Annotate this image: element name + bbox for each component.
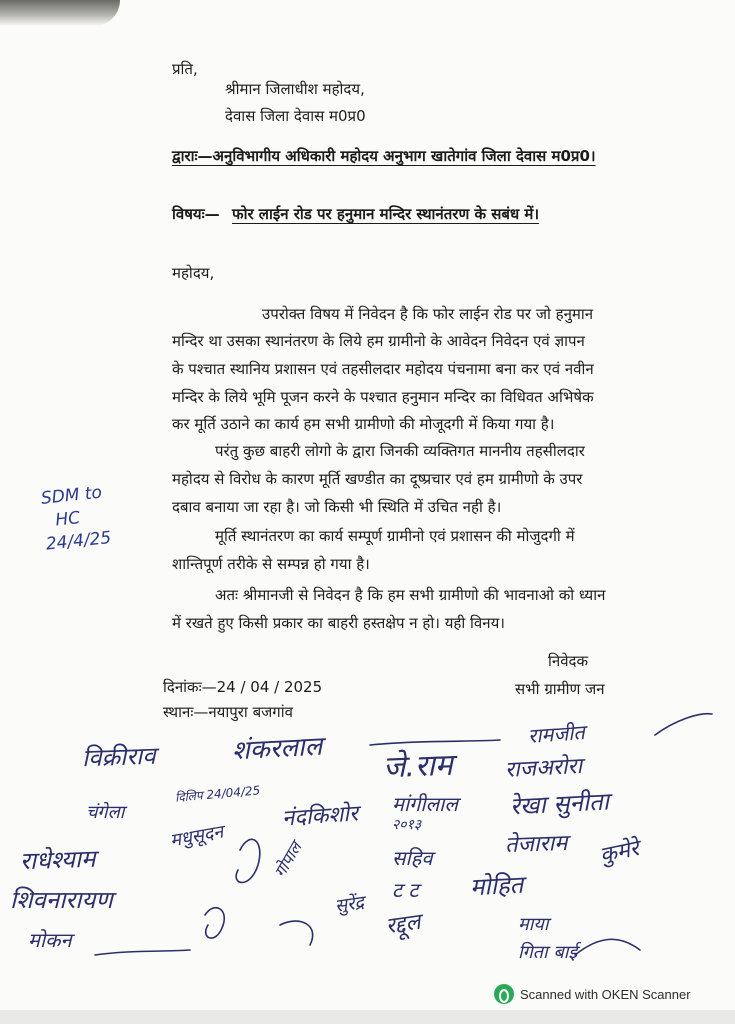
letter-place: स्थानः—नयापुरा बजगांव [163,703,293,721]
signature: रेखा सुनीता [509,787,610,821]
margin-note-line: SDM to [40,482,103,509]
signature: सहिव [392,846,433,870]
scanner-footer-bar [0,1010,735,1024]
para1-line: मन्दिर था उसका स्थानंतरण के लिये हम ग्रामीनो के आवेदन निवेदन एवं ज्ञापन [172,332,585,350]
signature: ट ट [392,878,419,902]
addressee-label: प्रति, [172,60,198,78]
signature: शंकरलाल [231,731,324,767]
para1-line: कर मूर्ति उठाने का कार्य हम सभी ग्रामीणो की मोजूदगी में किया गया है। [172,415,555,433]
signature: दिलिप 24/04/25 [174,783,261,805]
handwritten-margin-note [40,481,112,556]
signature: २०१३ [392,817,422,833]
subject-text: फोर लाईन रोड पर हनुमान मन्दिर स्थानंतरण के सबंध में। [232,205,540,223]
para1-line: के पश्चात स्थानिय प्रशासन एवं तहसीलदार महोदय पंचनामा बना कर एवं नवीन [172,360,594,378]
signature: मोकन [28,928,72,952]
signature: सुरेंद्र [333,892,366,917]
para4-line: अतः श्रीमानजी से निवेदन है कि हम सभी ग्रामीणो की भावनाओ को ध्यान [215,586,606,604]
page-corner-shadow [0,0,120,26]
scanner-watermark [494,984,691,1004]
letter-date: दिनांकः—24 / 04 / 2025 [163,678,323,696]
margin-note-line: 24/4/25 [44,527,113,555]
signature: रामजीत [527,720,586,748]
signature: मोहित [469,870,524,902]
signature: गोपाल [270,838,306,881]
signature: गिता बाई [518,942,578,963]
signature: विक्रीराव [81,741,157,773]
signature: माया [518,914,549,935]
signature: तेजाराम [504,830,568,859]
scanner-watermark-text: Scanned with OKEN Scanner [520,986,691,1002]
margin-note-line: HC [54,507,82,531]
signature: मांगीलाल [392,792,458,816]
signature: चंगेला [86,802,125,823]
scanner-logo-icon [494,984,514,1004]
signature: राजअरोरा [504,753,583,784]
signature: मधुसूदन [168,821,225,852]
signature: जे.राम [382,747,454,786]
signature-scribbles [0,700,735,980]
addressee-line-2: देवास जिला देवास म0प्र0 [225,107,366,125]
para4-line: में रखते हुए किसी प्रकार का बाहरी हस्तक्षेप न हो। यही विनय। [172,614,505,632]
signature: नंदकिशोर [281,801,359,832]
addressee-line-1: श्रीमान जिलाधीश महोदय, [225,80,365,98]
para1-line: मन्दिर के लिये भूमि पूजन करने के पश्चात हनुमान मन्दिर का विधिवत अभिषेक [172,388,594,406]
applicant-name: सभी ग्रामीण जन [515,680,605,698]
signature: रद्दूल [384,909,423,940]
para3-line: शान्तिपूर्ण तरीके से सम्पन्न हो गया है। [172,555,370,573]
via-line: द्वाराः—अनुविभागीय अधिकारी महोदय अनुभाग खातेगांव जिला देवास म0प्र0। [172,147,596,165]
salutation: महोदय, [172,264,215,282]
para2-line: महोदय से विरोध के कारण मूर्ति खण्डीत का दूष्प्रचार एवं हम ग्रामीणो के उपर [172,470,583,488]
para3-line: मूर्ति स्थानंतरण का कार्य सम्पूर्ण ग्रामीनो एवं प्रशासन की मोजुदगी में [215,527,575,545]
para2-line: दबाव बनाया जा रहा है। जो किसी भी स्थिति में उचित नही है। [172,498,502,516]
signature: कुमेरे [597,836,642,869]
signature: शिवनारायण [10,886,113,914]
para2-line: परंतु कुछ बाहरी लोगो के द्वारा जिनकी व्यक्तिगत माननीय तहसीलदार [215,442,585,460]
signature: राधेश्याम [19,844,96,876]
para1-line: उपरोक्त विषय में निवेदन है कि फोर लाईन रोड पर जो हनुमान [262,305,594,323]
applicant-label: निवेदक [548,652,589,670]
subject-label: विषयः— [172,205,220,223]
